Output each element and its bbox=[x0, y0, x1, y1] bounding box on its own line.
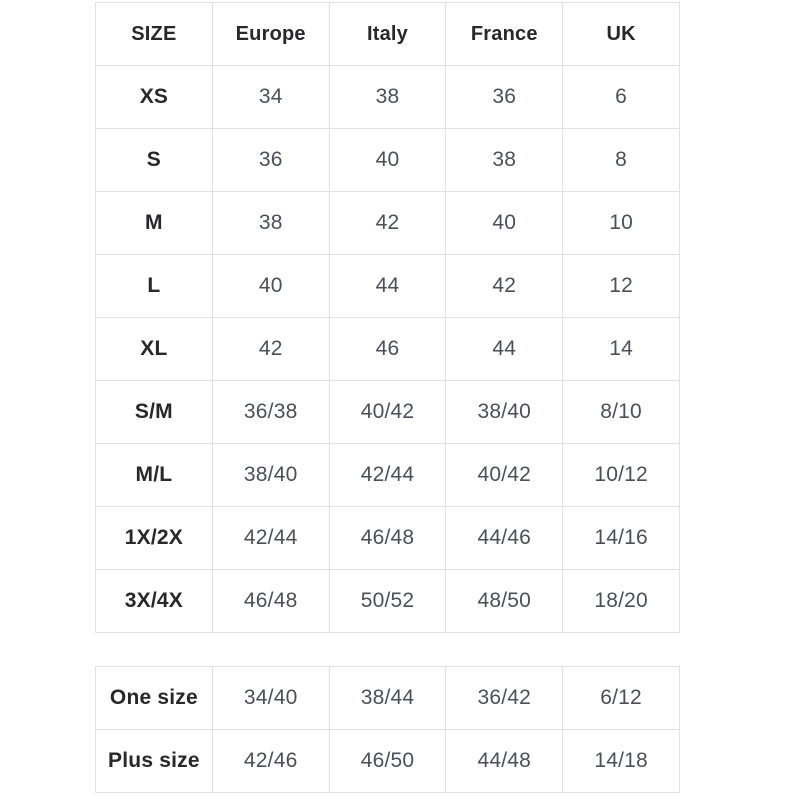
size-value-cell: 44/46 bbox=[446, 507, 563, 570]
table-row bbox=[96, 255, 680, 318]
size-value-cell: 36/38 bbox=[212, 381, 329, 444]
table-row bbox=[96, 667, 680, 730]
size-label-cell: 1X/2X bbox=[96, 507, 213, 570]
table-row bbox=[96, 507, 680, 570]
size-label-cell: S/M bbox=[96, 381, 213, 444]
size-value-cell: 50/52 bbox=[329, 570, 446, 633]
size-value-cell: 38 bbox=[329, 66, 446, 129]
size-value-cell: 14/18 bbox=[563, 730, 680, 793]
size-value-cell: 44 bbox=[329, 255, 446, 318]
size-label-cell: 3X/4X bbox=[96, 570, 213, 633]
table-row bbox=[96, 318, 680, 381]
table-row bbox=[96, 66, 680, 129]
size-value-cell: 42/44 bbox=[329, 444, 446, 507]
size-value-cell: 40/42 bbox=[446, 444, 563, 507]
size-value-cell: 38/40 bbox=[446, 381, 563, 444]
size-value-cell: 44 bbox=[446, 318, 563, 381]
size-value-cell: 10 bbox=[563, 192, 680, 255]
size-value-cell: 44/48 bbox=[446, 730, 563, 793]
table-row bbox=[96, 192, 680, 255]
size-value-cell: 46/50 bbox=[329, 730, 446, 793]
size-label-cell: S bbox=[96, 129, 213, 192]
table-row bbox=[96, 444, 680, 507]
size-value-cell: 8 bbox=[563, 129, 680, 192]
size-value-cell: 40/42 bbox=[329, 381, 446, 444]
size-value-cell: 42 bbox=[329, 192, 446, 255]
size-label-cell: M/L bbox=[96, 444, 213, 507]
column-header-italy: Italy bbox=[329, 3, 446, 66]
size-value-cell: 6 bbox=[563, 66, 680, 129]
size-value-cell: 42 bbox=[446, 255, 563, 318]
size-table-body bbox=[96, 66, 680, 633]
size-label-cell: XS bbox=[96, 66, 213, 129]
size-conversion-table bbox=[95, 2, 680, 633]
header-row bbox=[96, 3, 680, 66]
size-value-cell: 34 bbox=[212, 66, 329, 129]
size-value-cell: 42/46 bbox=[212, 730, 329, 793]
special-sizes-body bbox=[96, 667, 680, 793]
size-value-cell: 6/12 bbox=[563, 667, 680, 730]
table-row bbox=[96, 570, 680, 633]
size-value-cell: 36/42 bbox=[446, 667, 563, 730]
size-value-cell: 38 bbox=[212, 192, 329, 255]
size-value-cell: 10/12 bbox=[563, 444, 680, 507]
column-header-uk: UK bbox=[563, 3, 680, 66]
column-header-france: France bbox=[446, 3, 563, 66]
size-value-cell: 38/40 bbox=[212, 444, 329, 507]
table-row bbox=[96, 730, 680, 793]
size-value-cell: 40 bbox=[446, 192, 563, 255]
size-value-cell: 46 bbox=[329, 318, 446, 381]
table-row bbox=[96, 381, 680, 444]
size-value-cell: 8/10 bbox=[563, 381, 680, 444]
size-value-cell: 48/50 bbox=[446, 570, 563, 633]
size-value-cell: 12 bbox=[563, 255, 680, 318]
size-label-cell: One size bbox=[96, 667, 213, 730]
size-value-cell: 36 bbox=[212, 129, 329, 192]
column-header-europe: Europe bbox=[212, 3, 329, 66]
size-value-cell: 38 bbox=[446, 129, 563, 192]
size-label-cell: XL bbox=[96, 318, 213, 381]
size-value-cell: 38/44 bbox=[329, 667, 446, 730]
size-value-cell: 42/44 bbox=[212, 507, 329, 570]
size-value-cell: 40 bbox=[212, 255, 329, 318]
size-label-cell: L bbox=[96, 255, 213, 318]
size-value-cell: 46/48 bbox=[212, 570, 329, 633]
size-value-cell: 42 bbox=[212, 318, 329, 381]
special-sizes-table bbox=[95, 666, 680, 793]
size-label-cell: M bbox=[96, 192, 213, 255]
size-value-cell: 14 bbox=[563, 318, 680, 381]
column-header-size: SIZE bbox=[96, 3, 213, 66]
size-value-cell: 40 bbox=[329, 129, 446, 192]
table-row bbox=[96, 129, 680, 192]
size-table-header bbox=[96, 3, 680, 66]
size-value-cell: 46/48 bbox=[329, 507, 446, 570]
size-label-cell: Plus size bbox=[96, 730, 213, 793]
size-value-cell: 36 bbox=[446, 66, 563, 129]
size-value-cell: 18/20 bbox=[563, 570, 680, 633]
size-value-cell: 14/16 bbox=[563, 507, 680, 570]
size-value-cell: 34/40 bbox=[212, 667, 329, 730]
